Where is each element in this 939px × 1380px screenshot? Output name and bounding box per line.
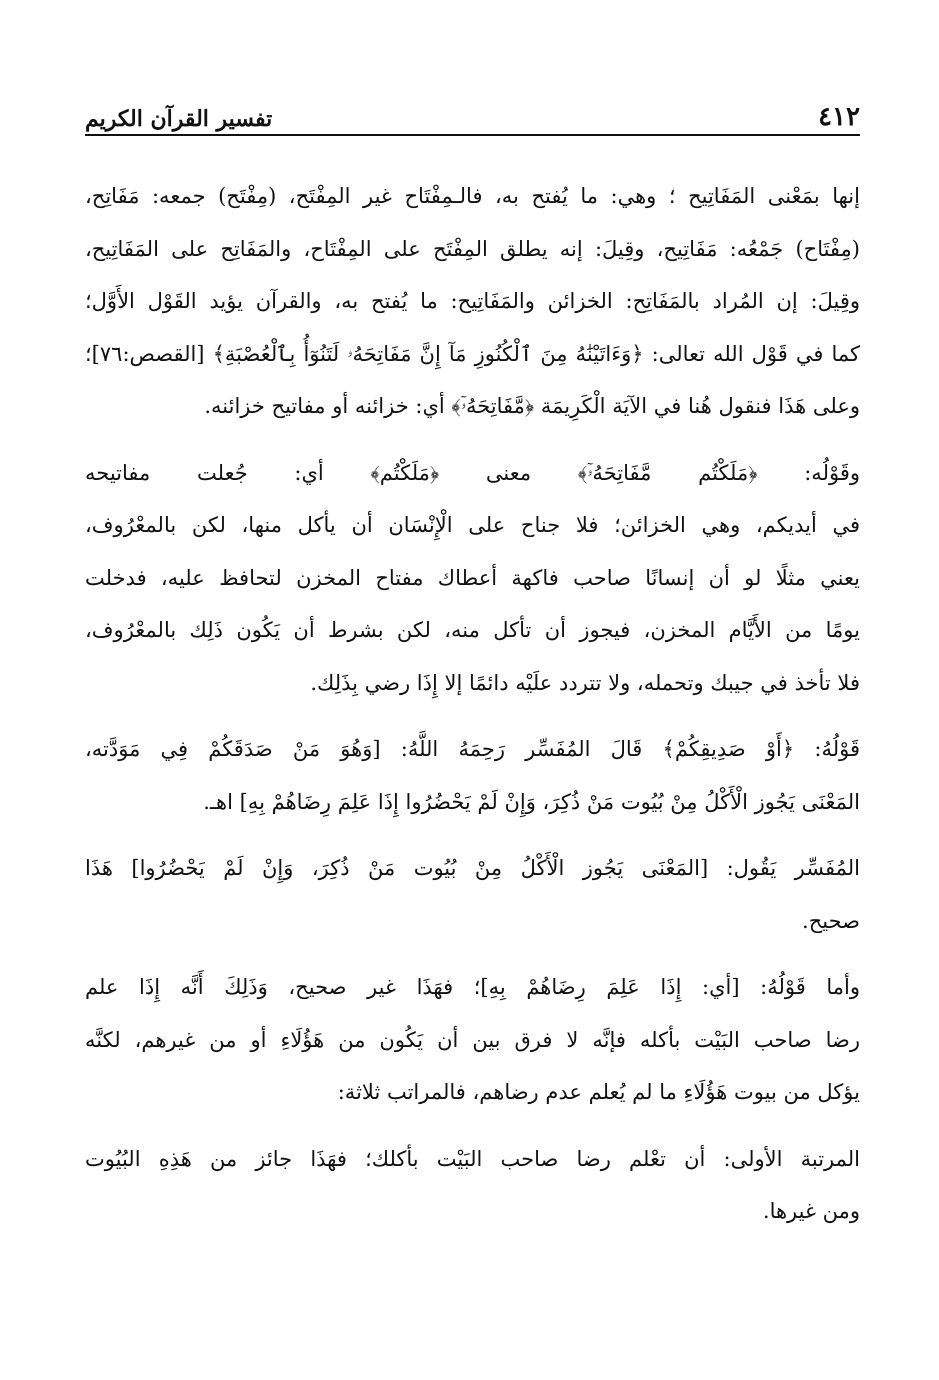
- paragraph-mufassir-says: [85, 842, 860, 947]
- paragraph-sadiqikum: [85, 723, 860, 828]
- paragraph-mafatih-meaning: [85, 170, 860, 433]
- text-line: وقَوْلُه: ﴿مَلَكْتُم مَّفَاتِحَهُۥٓ﴾ معنى ﴿مَلَكْتُم﴾ أي: جُعلت مفاتيحه: [85, 460, 860, 485]
- text-line: رضا صاحب البَيْت بأكله فإنَّه لا فرق بين أن يَكُون من هَؤُلَاءِ أو من غيرهم، لكنَّه: [85, 1027, 860, 1052]
- text-line: وأما قَوْلُهُ: [أي: إِذَا عَلِمَ رِضَاهُمْ بِهِ]؛ فهَذَا غير صحيح، وَذَلِكَ أَنَّه إِذَا علم: [85, 975, 860, 999]
- text-line: المُفَسِّر يَقُول: [المَعْنَى يَجُوز الْأَكْلُ مِنْ بُيُوت مَنْ ذُكِرَ، وَإِنْ لَمْ يَحْضُرُوا] هَذَا: [85, 856, 860, 880]
- text-line: إنها بمَعْنى المَفَاتِيح ؛ وهي: ما يُفتح به، فالـمِفْتَاح غير المِفْتَح، (مِفْتَح) جمعه: مَفَاتِح،: [85, 184, 860, 208]
- page-number: ٤١٢: [818, 102, 860, 132]
- text-line: في أيديكم، وهي الخزائن؛ فلا جناح على الْإِنْسَان أن يأكل منها، لكن بالمعْرُوف،: [85, 513, 860, 537]
- text-line: فلا تأخذ في جيبك وتحمله، ولا تتردد علَيْه دائمًا إلا إِذَا رضي بِذَلِك.: [310, 670, 860, 695]
- text-line: (مِفْتَاح) جَمْعُه: مَفَاتِيح، وقِيلَ: إنه يطلق المِفْتَح على المِفْتَاح، والمَفَاتِح على المَفَاتِيح،: [85, 236, 860, 261]
- text-line: المَعْنَى يَجُوز الْأَكْلُ مِنْ بُيُوت مَنْ ذُكِرَ، وَإِنْ لَمْ يَحْضُرُوا إِذَا عَلِمَ رِضَاهُمْ بِهِ] اهـ.: [203, 789, 860, 814]
- paragraph-rida-condition: [85, 961, 860, 1119]
- paragraph-malaktum: [85, 447, 860, 710]
- page-header: [85, 84, 860, 132]
- text-line: المرتبة الأولى: أن تعْلم رضا صاحب البَيْت بأكلك؛ فهَذَا جائز من هَذِهِ البُيُوت: [85, 1146, 860, 1171]
- text-line: يؤكل من بيوت هَؤُلَاءِ ما لم يُعلم عدم رضاهم، فالمراتب ثلاثة:: [337, 1080, 860, 1104]
- page-body: [85, 170, 860, 1252]
- text-line: كما في قَوْل الله تعالى: ﴿وَءَاتَيْنَٰهُ مِنَ ٱلْكُنُوزِ مَآ إِنَّ مَفَاتِحَهُۥ لَتَنُوٓأُ بِٱلْعُصْبَةِ﴾ [القصص:٧٦]؛: [85, 341, 860, 366]
- running-title: تفسير القرآن الكريم: [85, 106, 273, 132]
- header-rule: [85, 134, 860, 136]
- text-line: ومن غيرها.: [762, 1199, 860, 1223]
- text-line: وعلى هَذَا فنقول هُنا في الآيَة الْكَرِيمَة ﴿مَّفَاتِحَهُۥٓ﴾ أي: خزائنه أو مفاتيح خزائنه.: [204, 394, 860, 418]
- paragraph-first-level: [85, 1133, 860, 1238]
- text-line: صحيح.: [802, 908, 860, 933]
- text-line: يومًا من الأَيَّام المخزن، فيجوز أن تأكل منه، لكن بشرط أن يَكُون ذَلِك بالمعْرُوف،: [85, 618, 860, 642]
- text-line: قَوْلُهُ: ﴿أَوْ صَدِيقِكُمْ﴾ قَالَ المُفَسِّر رَحِمَهُ اللَّهُ: [وَهُوَ مَنْ صَدَقَكُمْ فِي مَوَدَّته،: [85, 737, 860, 761]
- text-line: وقِيلَ: إن المُراد بالمَفَاتِح: الخزائن والمَفَاتِيح: ما يُفتح به، والقرآن يؤيد القَوْل الأَوَّل؛: [85, 289, 860, 313]
- text-line: يعني مثلًا لو أن إنسانًا صاحب فاكهة أعطاك مفتاح المخزن لتحافظ عليه، فدخلت: [85, 565, 860, 590]
